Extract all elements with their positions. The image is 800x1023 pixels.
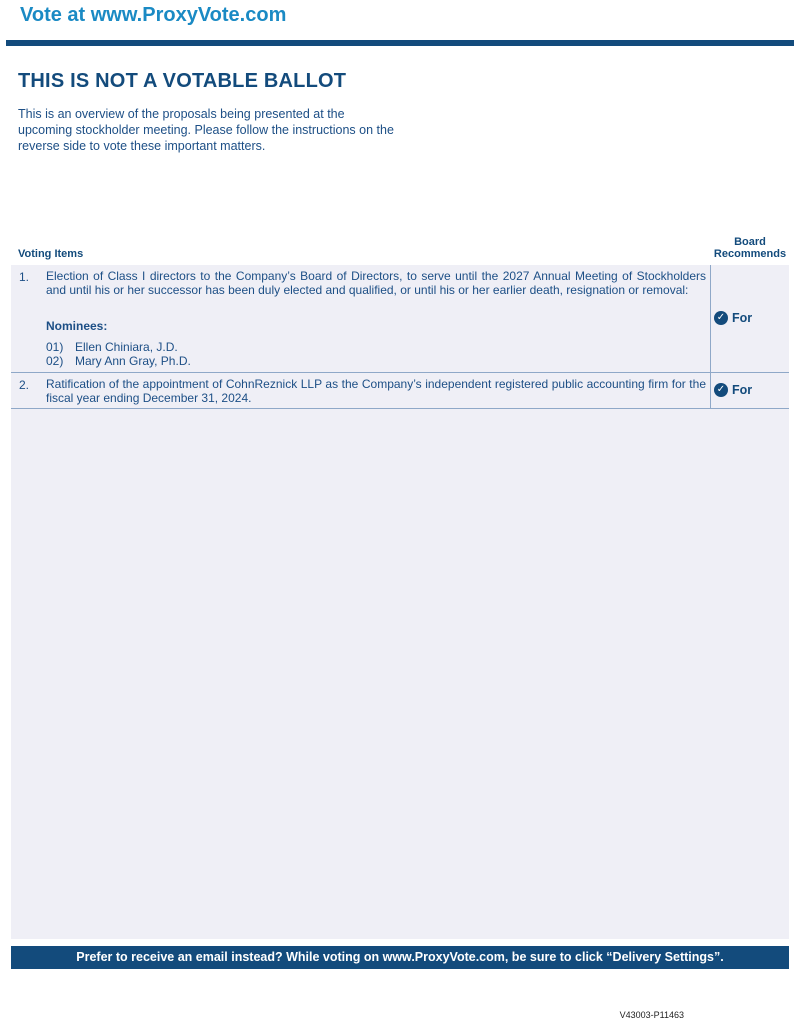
column-divider: [710, 373, 711, 408]
nominee-name: Ellen Chiniara, J.D.: [75, 340, 178, 354]
header-rule: [6, 40, 794, 46]
nominee-number: 01): [46, 340, 64, 354]
proposal-text: Ratification of the appointment of CohnReznick LLP as the Company’s independent registered public accounting firm for the fiscal year ending December 31, 2024.: [46, 377, 706, 405]
nominee-item: [46, 340, 178, 354]
nominees-label: Nominees:: [46, 319, 108, 333]
check-circle-icon: ✓: [714, 311, 728, 325]
nominee-name: Mary Ann Gray, Ph.D.: [75, 354, 191, 368]
column-divider: [710, 265, 711, 372]
recommendation-label: For: [732, 383, 753, 397]
voting-items-panel: [11, 265, 789, 939]
proposal-row-2: [11, 373, 789, 409]
ballot-heading: THIS IS NOT A VOTABLE BALLOT: [18, 70, 347, 92]
check-circle-icon: ✓: [714, 383, 728, 397]
voting-items-header: Voting Items: [18, 248, 84, 260]
recommendation-label: For: [732, 311, 753, 325]
board-header-line1: Board: [734, 236, 766, 248]
board-header-line2: Recommends: [713, 248, 787, 260]
board-recommendation: [714, 383, 752, 397]
board-recommendation: [714, 311, 752, 325]
site-title: Vote at www.ProxyVote.com: [20, 4, 287, 26]
ballot-intro: This is an overview of the proposals being presented at the upcoming stockholder meeting. Please follow the instructions on the reverse side to vote these important matters.: [18, 107, 394, 153]
proposal-number: 1.: [19, 270, 30, 284]
nominee-item: [46, 354, 191, 368]
proposal-number: 2.: [19, 378, 30, 392]
proposal-row-1: [11, 265, 789, 373]
proposal-text: Election of Class I directors to the Company’s Board of Directors, to serve until the 2027 Annual Meeting of Stockholders and until his or her successor has been duly elected and qualified, or until his or her earlier death, resignation or removal:: [46, 269, 706, 297]
email-delivery-banner: Prefer to receive an email instead? While voting on www.ProxyVote.com, be sure to click “Delivery Settings”.: [11, 946, 789, 969]
nominee-number: 02): [46, 354, 64, 368]
document-code: V43003-P11463: [619, 1010, 684, 1020]
board-recommends-header: [708, 236, 792, 260]
